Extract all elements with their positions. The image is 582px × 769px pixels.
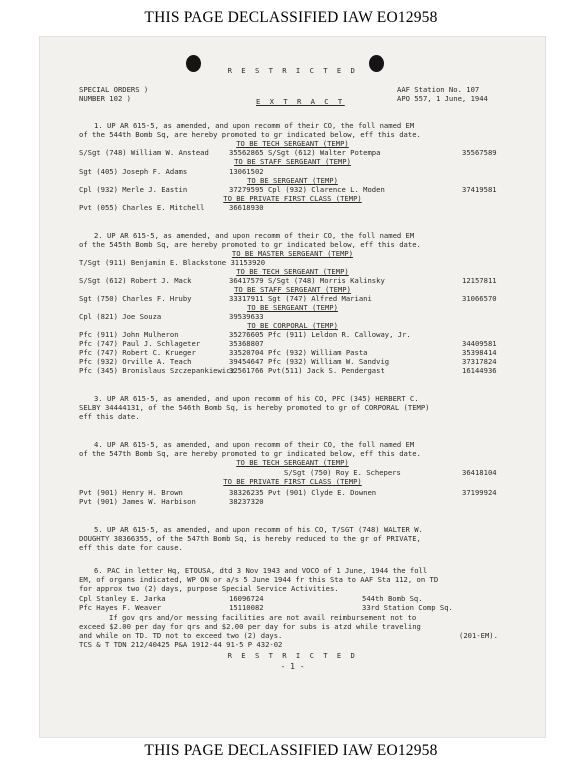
para2-row-left: Pfc (345) Bronislaus Szczepankiewicz — [79, 366, 235, 375]
para1-line1: 1. UP AR 615-5, as amended, and upon recomm of their CO, the foll named EM — [94, 121, 415, 130]
para2-heading-corporal: TO BE CORPORAL (TEMP) — [247, 321, 338, 330]
apo-date: APO 557, 1 June, 1944 — [397, 94, 488, 103]
para6-line5: exceed $2.00 per day for qrs and $2.00 per day for subs is atzd while traveling — [79, 622, 421, 631]
para6-entry-left: Cpl Stanley E. Jarka — [79, 594, 166, 603]
para2-row-right: 35398414 — [462, 348, 497, 357]
declassified-banner-bottom: THIS PAGE DECLASSIFIED IAW EO12958 — [144, 742, 438, 759]
para1-heading-staff-sgt: TO BE STAFF SERGEANT (TEMP) — [234, 157, 351, 166]
para6-entry-right: 33rd Station Comp Sq. — [362, 603, 453, 612]
para4-heading-pfc: TO BE PRIVATE FIRST CLASS (TEMP) — [223, 477, 362, 486]
extract-title: E X T R A C T — [256, 97, 345, 106]
para5-line3: eff this date for cause. — [79, 543, 183, 552]
para5-line1: 5. UP AR 615-5, as amended, and upon recomm of his CO, T/SGT (748) WALTER W. — [94, 525, 423, 534]
para4-entry-mid: 38326235 Pvt (901) Clyde E. Downen — [229, 488, 377, 497]
para6-line6: and while on TD. TD not to exceed two (2) days. — [79, 631, 283, 640]
para2-row-right: 37317824 — [462, 357, 497, 366]
orders-number: NUMBER 102 ) — [79, 94, 131, 103]
para2-row-right: 34409581 — [462, 339, 497, 348]
para1-entry-left: S/Sgt (748) William W. Anstead — [79, 148, 209, 157]
page-number: - 1 - — [280, 662, 305, 671]
para6-entry-mid: 16096724 — [229, 594, 264, 603]
para1-entry-right: 35567589 — [462, 148, 497, 157]
para2-row-mid: 32561766 Pvt(511) Jack S. Pendergast — [229, 366, 385, 375]
para4-heading-tech-sgt: TO BE TECH SERGEANT (TEMP) — [236, 458, 349, 467]
para2-line2: of the 545th Bomb Sq, are hereby promoted to gr indicated below, eff this date. — [79, 240, 421, 249]
para2-line1: 2. UP AR 615-5, as amended, and upon recomm of their CO, the foll named EM — [94, 231, 415, 240]
para6-line1: 6. PAC in letter Hq, ETOUSA, dtd 3 Nov 1943 and VOCO of 1 June, 1944 the foll — [94, 566, 428, 575]
para6-entry-mid: 15110082 — [229, 603, 264, 612]
para5-line2: DOUGHTY 38366355, of the 547th Bomb Sq, is hereby reduced to the gr of PRIVATE, — [79, 534, 421, 543]
para2-heading-master-sgt: TO BE MASTER SERGEANT (TEMP) — [231, 249, 354, 258]
para1-entry-left: Sgt (405) Joseph F. Adams — [79, 167, 188, 176]
para2-entry-left: T/Sgt (911) Benjamin E. Blackstone 31153920 — [79, 258, 266, 267]
para3-line1: 3. UP AR 615-5, as amended, and upon recomm of his CO, PFC (345) HERBERT C. — [94, 394, 419, 403]
para2-row-mid: 35276605 Pfc (911) Leldon R. Calloway, Jr. — [229, 330, 411, 339]
special-orders-label: SPECIAL ORDERS ) — [79, 85, 149, 94]
para2-entry-mid: 36417579 S/Sgt (748) Morris Kalinsky — [229, 276, 385, 285]
para2-entry-right: 31066570 — [462, 294, 497, 303]
para2-row-mid: 33520704 Pfc (932) William Pasta — [229, 348, 368, 357]
para2-heading-sgt: TO BE SERGEANT (TEMP) — [247, 303, 338, 312]
para1-heading-tech-sgt: TO BE TECH SERGEANT (TEMP) — [236, 139, 349, 148]
para2-entry-mid: 39539633 — [229, 312, 264, 321]
para6-line4: If gov qrs and/or messing facilities are not avail reimbursement not to — [109, 613, 417, 622]
para3-line3: eff this date. — [79, 412, 140, 421]
para2-entry-mid: 33317911 Sgt (747) Alfred Mariani — [229, 294, 372, 303]
para6-line7: TCS & T TDN 212/40425 P&A 1912-44 91-5 P 432-02 — [79, 640, 283, 649]
para6-line6-ref: (201-EM). — [459, 631, 498, 640]
para2-heading-tech-sgt: TO BE TECH SERGEANT (TEMP) — [236, 267, 349, 276]
para2-entry-left: Sgt (750) Charles F. Hruby — [79, 294, 192, 303]
para1-entry-mid: 36618930 — [229, 203, 264, 212]
declassified-banner-top: THIS PAGE DECLASSIFIED IAW EO12958 — [144, 9, 438, 26]
para4-entry-mid: 38237320 — [229, 497, 264, 506]
document-page — [39, 36, 546, 738]
para6-entry-left: Pfc Hayes F. Weaver — [79, 603, 162, 612]
para1-heading-sgt: TO BE SERGEANT (TEMP) — [247, 176, 338, 185]
para4-entry-right: 36418104 — [462, 468, 497, 477]
station-number: AAF Station No. 107 — [397, 85, 480, 94]
para2-entry-left: S/Sgt (612) Robert J. Mack — [79, 276, 192, 285]
para6-line2: EM, of organs indicated, WP ON or a/s 5 June 1944 fr this Sta to AAF Sta 112, on TD — [79, 575, 439, 584]
para2-row-right: 16144936 — [462, 366, 497, 375]
para4-entry-left: Pvt (901) James W. Harbison — [79, 497, 196, 506]
para1-heading-pfc: TO BE PRIVATE FIRST CLASS (TEMP) — [223, 194, 362, 203]
classification-header: R E S T R I C T E D — [227, 66, 358, 75]
para6-entry-right: 544th Bomb Sq. — [362, 594, 423, 603]
para1-entry-left: Pvt (055) Charles E. Mitchell — [79, 203, 205, 212]
para4-line2: of the 547th Bomb Sq, are hereby promoted to gr indicated below, eff this date. — [79, 449, 421, 458]
para1-line2: of the 544th Bomb Sq, are hereby promoted to gr indicated below, eff this date. — [79, 130, 421, 139]
para4-line1: 4. UP AR 615-5, as amended, and upon recomm of their CO, the foll named EM — [94, 440, 415, 449]
para1-entry-mid: 37279595 Cpl (932) Clarence L. Moden — [229, 185, 385, 194]
para2-row-left: Pfc (747) Paul J. Schlageter — [79, 339, 201, 348]
para1-entry-left: Cpl (932) Merle J. Eastin — [79, 185, 188, 194]
para2-row-mid: 35368807 — [229, 339, 264, 348]
para2-entry-left: Cpl (821) Joe Souza — [79, 312, 162, 321]
para4-entry-left: Pvt (901) Henry H. Brown — [79, 488, 183, 497]
para3-line2: SELBY 34444131, of the 546th Bomb Sq, is hereby promoted to gr of CORPORAL (TEMP) — [79, 403, 430, 412]
classification-footer: R E S T R I C T E D — [227, 651, 358, 660]
para4-entry-right: 37199924 — [462, 488, 497, 497]
para2-heading-staff-sgt: TO BE STAFF SERGEANT (TEMP) — [234, 285, 351, 294]
para2-row-left: Pfc (932) Orville A. Teach — [79, 357, 192, 366]
para2-row-mid: 39454647 Pfc (932) William W. Sandvig — [229, 357, 390, 366]
para4-entry-mid: S/Sgt (750) Roy E. Schepers — [284, 468, 401, 477]
para1-entry-right: 37419581 — [462, 185, 497, 194]
para2-row-left: Pfc (747) Robert C. Krueger — [79, 348, 196, 357]
para2-row-left: Pfc (911) John Mulheron — [79, 330, 179, 339]
para1-entry-mid: 35562865 S/Sgt (612) Walter Potempa — [229, 148, 381, 157]
para1-entry-mid: 13061502 — [229, 167, 264, 176]
para2-entry-right: 12157811 — [462, 276, 497, 285]
para6-line3: for approx two (2) days, purpose Special Service Activities. — [79, 584, 339, 593]
